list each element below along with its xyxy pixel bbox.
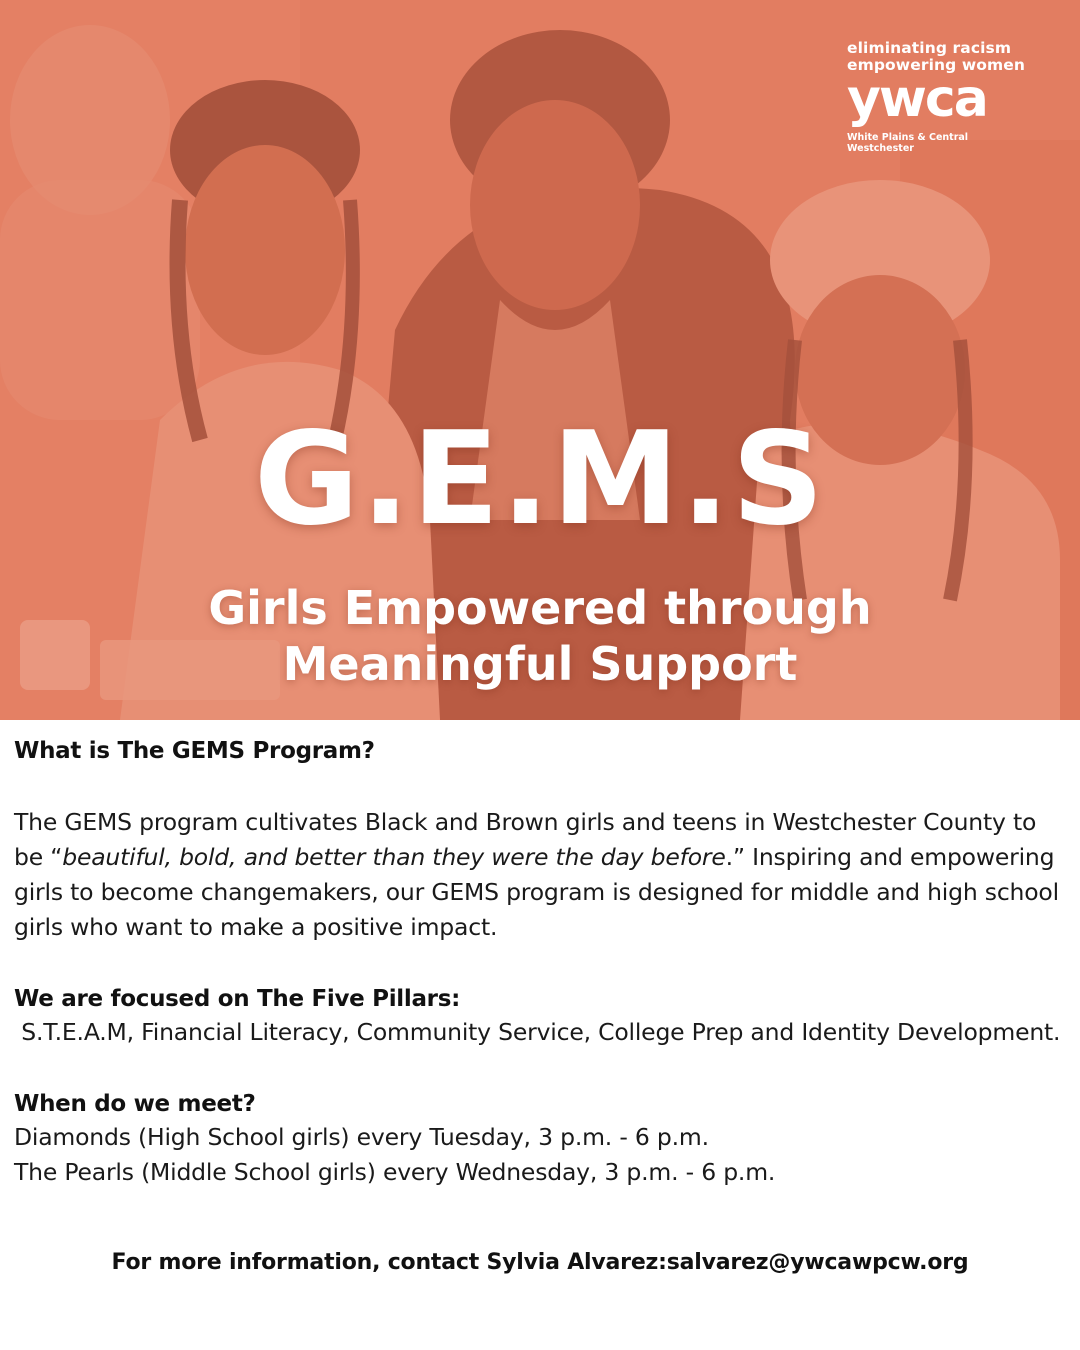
what-heading: What is The GEMS Program?: [14, 738, 375, 764]
pillars-text: S.T.E.A.M, Financial Literacy, Community Service, College Prep and Identity Development.: [14, 1018, 1061, 1046]
flyer-body: [14, 735, 1064, 1190]
program-subtitle: [0, 580, 1080, 692]
what-text-after: .” Inspiring and empowering girls to become changemakers, our GEMS program is designed for middle and high school girls who want to make a positive impact.: [14, 843, 1059, 941]
contact-footer[interactable]: For more information, contact Sylvia Alvarez:salvarez@ywcawpcw.org: [111, 1250, 969, 1275]
logo-wordmark: ywca: [847, 69, 987, 129]
program-title: G.E.M.S: [254, 405, 826, 554]
subtitle-line-1: Girls Empowered through: [208, 581, 872, 635]
logo-location: White Plains & Central Westchester: [847, 132, 969, 154]
what-text-before: The GEMS program cultivates Black and Brown girls and teens in Westchester County to be “: [14, 808, 1037, 871]
meet-heading: When do we meet?: [14, 1091, 256, 1117]
logo-tagline-2: empowering women: [847, 56, 1025, 74]
meet-line-diamonds: Diamonds (High School girls) every Tuesday, 3 p.m. - 6 p.m.: [14, 1123, 709, 1151]
meet-line-pearls: The Pearls (Middle School girls) every Wednesday, 3 p.m. - 6 p.m.: [14, 1158, 776, 1186]
what-description: [14, 805, 1064, 945]
what-text-italic: beautiful, bold, and better than they were the day before: [62, 843, 726, 871]
subtitle-line-2: Meaningful Support: [282, 637, 798, 691]
ywca-logo[interactable]: [847, 40, 1037, 154]
logo-tagline-1: eliminating racism: [847, 39, 1012, 57]
pillars-heading: We are focused on The Five Pillars:: [14, 986, 461, 1012]
